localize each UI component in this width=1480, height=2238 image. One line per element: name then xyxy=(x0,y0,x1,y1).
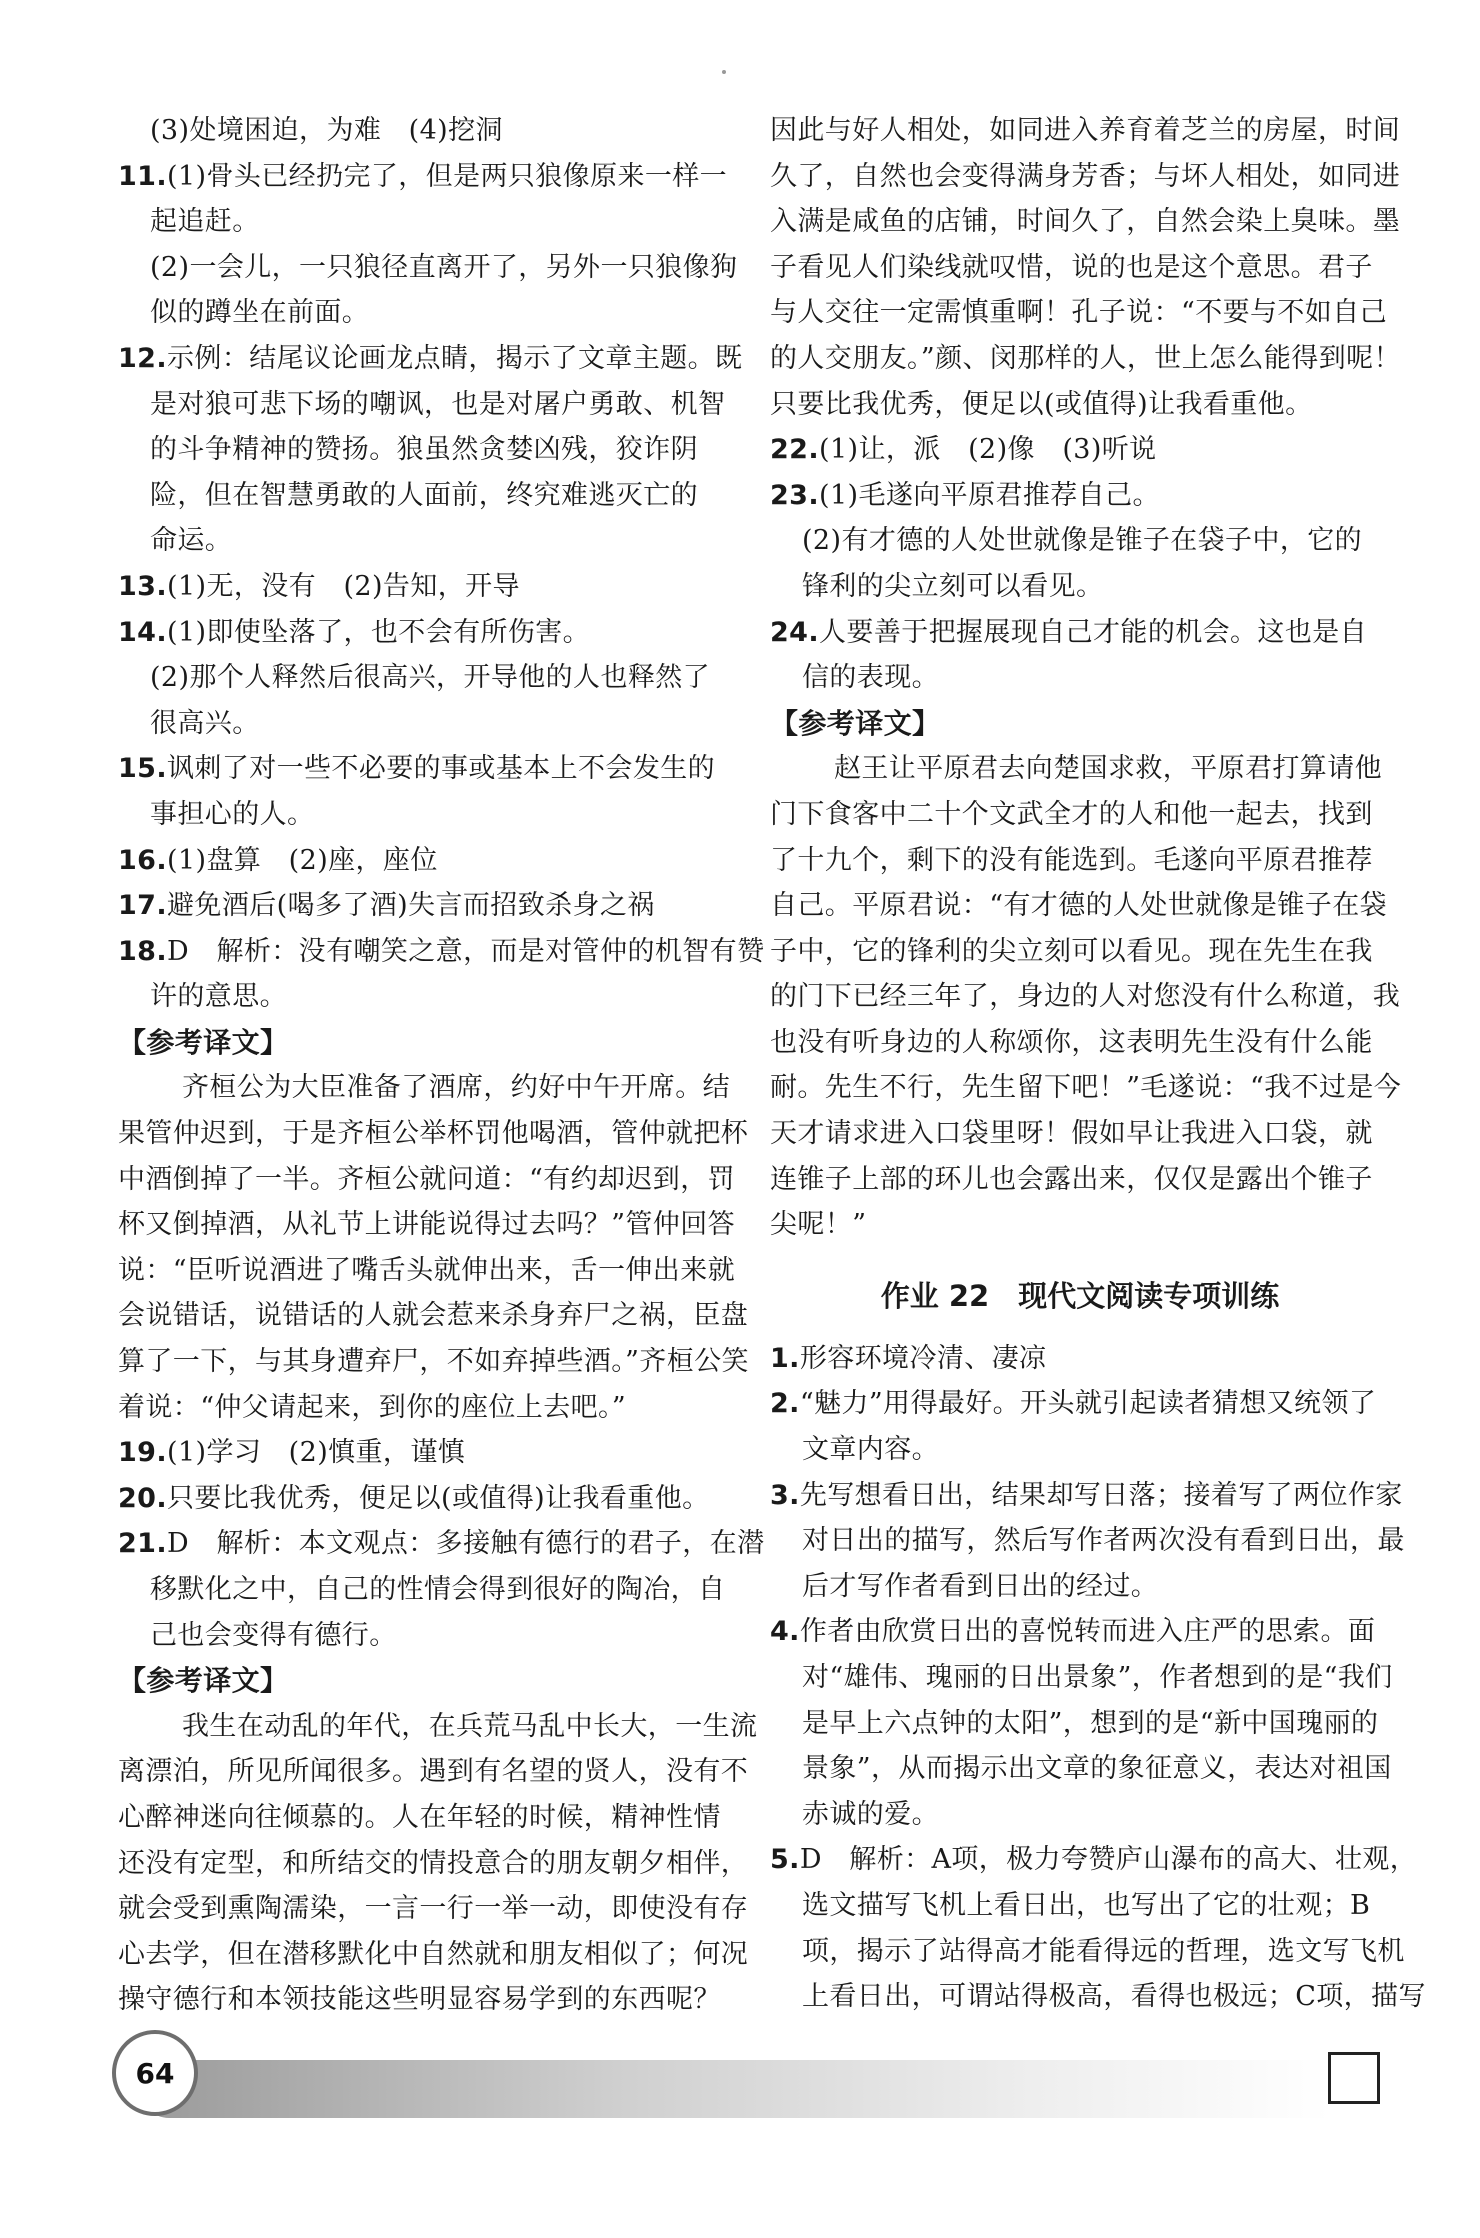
text-line xyxy=(770,883,1390,929)
text-line xyxy=(118,473,738,519)
line-text: 许的意思。 xyxy=(150,981,287,1013)
question-line xyxy=(770,1473,1403,1519)
text-line xyxy=(770,382,1390,428)
line-text: 与人交往一定需慎重啊！孔子说：“不要与不如自己 xyxy=(770,297,1388,329)
question-line xyxy=(770,427,1390,473)
text-line xyxy=(770,1655,1393,1701)
question-number: 17. xyxy=(118,890,168,922)
text-line xyxy=(118,1293,749,1339)
line-text: “魅力”用得最好。开头就引起读者猜想又统领了 xyxy=(799,1388,1377,1420)
line-text: 的人交朋友。”颜、闵那样的人，世上怎么能得到呢！ xyxy=(770,342,1401,374)
text-line xyxy=(770,1157,1390,1203)
text-line xyxy=(770,336,1401,382)
question-line xyxy=(118,1476,738,1522)
question-line xyxy=(770,610,1390,656)
line-text: D 解析：本文观点：多接触有德行的君子，在潜 xyxy=(167,1528,765,1560)
line-text: 果管仲迟到，于是齐桓公举杯罚他喝酒，管仲就把杯 xyxy=(118,1118,749,1150)
question-number: 4. xyxy=(770,1616,800,1648)
line-text: (1)毛遂向平原君推荐自己。 xyxy=(819,479,1160,511)
question-number: 11. xyxy=(118,160,168,192)
text-line xyxy=(118,1886,749,1932)
line-text: 赵王让平原君去向楚国求救，平原君打算请他 xyxy=(834,753,1382,785)
checkbox[interactable] xyxy=(1328,2052,1380,2104)
text-line xyxy=(770,1883,1390,1929)
text-line xyxy=(118,382,738,428)
question-number: 1. xyxy=(770,1342,800,1374)
text-line xyxy=(770,929,1390,975)
translation-heading: 【参考译文】 xyxy=(118,1664,289,1698)
text-line xyxy=(770,838,1390,884)
text-line xyxy=(118,1749,749,1795)
text-line xyxy=(770,974,1401,1020)
text-line xyxy=(770,1929,1405,1975)
text-line xyxy=(118,108,738,154)
line-text: 只要比我优秀，便足以(或值得)让我看重他。 xyxy=(167,1482,710,1514)
line-text: 说：“臣听说酒进了嘴舌头就伸出来，舌一伸出来就 xyxy=(118,1254,736,1286)
line-text: 入满是咸鱼的店铺，时间久了，自然会染上臭味。墨 xyxy=(770,206,1401,238)
line-text: 天才请求进入口袋里呀！假如早让我进入口袋，就 xyxy=(770,1118,1373,1150)
line-text: (1)即使坠落了，也不会有所伤害。 xyxy=(167,616,591,648)
text-line xyxy=(770,792,1390,838)
line-text: 己也会变得有德行。 xyxy=(150,1619,397,1651)
line-text: 只要比我优秀，便足以(或值得)让我看重他。 xyxy=(770,388,1313,420)
line-text: 项，揭示了站得高才能看得远的哲理，选文写飞机 xyxy=(802,1935,1405,1967)
text-line xyxy=(118,974,738,1020)
text-line xyxy=(118,1704,758,1750)
question-line xyxy=(118,929,765,975)
line-text: 对日出的描写，然后写作者两次没有看到日出，最 xyxy=(802,1525,1405,1557)
line-text: 是早上六点钟的太阳”，想到的是“新中国瑰丽的 xyxy=(802,1707,1379,1739)
text-line xyxy=(770,1746,1390,1792)
question-number: 3. xyxy=(770,1479,800,1511)
line-text: 形容环境冷清、凄凉 xyxy=(799,1342,1047,1374)
text-line xyxy=(118,1248,738,1294)
text-line xyxy=(118,1339,749,1385)
line-text: 景象”，从而揭示出文章的象征意义，表达对祖国 xyxy=(802,1753,1392,1785)
line-text: 耐。先生不行，先生留下吧！”毛遂说：“我不过是今 xyxy=(770,1072,1402,1104)
text-line xyxy=(770,518,1390,564)
page-number: 64 xyxy=(112,2030,198,2116)
line-text: (1)学习 (2)慎重，谨慎 xyxy=(167,1437,466,1469)
text-line xyxy=(118,427,738,473)
line-text: 移默化之中，自己的性情会得到很好的陶冶，自 xyxy=(150,1574,726,1605)
question-number: 14. xyxy=(118,616,168,648)
line-text: 先写想看日出，结果却写日落；接着写了两位作家 xyxy=(799,1479,1403,1511)
line-text: 自己。平原君说：“有才德的人处世就像是锥子在袋 xyxy=(770,890,1388,922)
text-line xyxy=(118,290,738,336)
line-text: 避免酒后(喝多了酒)失言而招致杀身之祸 xyxy=(167,890,655,922)
question-line xyxy=(118,746,738,792)
line-text: 算了一下，与其身遭弃尸，不如弃掉些酒。”齐桓公笑 xyxy=(118,1346,749,1378)
line-text: 是对狼可悲下场的嘲讽，也是对屠户勇敢、机智 xyxy=(150,388,726,420)
line-text: 信的表现。 xyxy=(802,662,939,694)
right-column xyxy=(770,108,1426,2020)
line-text: 心去学，但在潜移默化中自然就和朋友相似了；何况 xyxy=(118,1938,749,1970)
line-text: 也没有听身边的人称颂你，这表明先生没有什么能 xyxy=(770,1026,1373,1058)
text-line xyxy=(770,1065,1402,1111)
text-line xyxy=(770,1111,1390,1157)
text-line xyxy=(770,1020,1390,1066)
question-line xyxy=(118,883,738,929)
line-text: 我生在动乱的年代，在兵荒马乱中长大，一生流 xyxy=(182,1710,758,1742)
translation-heading: 【参考译文】 xyxy=(118,1025,289,1059)
line-text: (2)一会儿，一只狼径直离开了，另外一只狼像狗 xyxy=(150,251,738,283)
line-text: 子中，它的锋利的尖立刻可以看见。现在先生在我 xyxy=(770,935,1373,967)
section-title: 作业 22 现代文阅读专项训练 xyxy=(880,1278,1280,1313)
line-text: 文章内容。 xyxy=(802,1434,939,1466)
text-line xyxy=(118,1841,749,1887)
question-number: 23. xyxy=(770,479,820,511)
text-line xyxy=(118,1385,738,1431)
question-line xyxy=(770,1336,1390,1382)
line-text: (1)无，没有 (2)告知，开导 xyxy=(167,570,520,602)
line-text: 很高兴。 xyxy=(150,707,260,739)
text-line xyxy=(118,199,738,245)
text-line xyxy=(770,290,1390,336)
line-text: 杯又倒掉酒，从礼节上讲能说得过去吗？”管仲回答 xyxy=(118,1209,736,1241)
line-text: 选文描写飞机上看日出，也写出了它的壮观；B xyxy=(802,1889,1371,1921)
line-text: D 解析：没有嘲笑之意，而是对管仲的机智有赞 xyxy=(167,935,765,967)
line-text: 连锥子上部的环儿也会露出来，仅仅是露出个锥子 xyxy=(770,1163,1373,1195)
question-line xyxy=(118,336,743,382)
line-text: 操守德行和本领技能这些明显容易学到的东西呢？ xyxy=(118,1984,721,2016)
line-text: 久了，自然也会变得满身芳香；与坏人相处，如同进 xyxy=(770,160,1401,192)
question-line xyxy=(118,564,738,610)
question-number: 22. xyxy=(770,434,820,466)
line-text: 齐桓公为大臣准备了酒席，约好中午开席。结 xyxy=(182,1072,730,1104)
question-number: 13. xyxy=(118,570,168,602)
text-line xyxy=(118,655,738,701)
text-line xyxy=(118,1567,738,1613)
line-text: (1)让，派 (2)像 (3)听说 xyxy=(819,434,1157,466)
text-line xyxy=(770,1792,1390,1838)
text-line xyxy=(118,1795,738,1841)
line-text: 就会受到熏陶濡染，一言一行一举一动，即使没有存 xyxy=(118,1893,749,1925)
line-text: 离漂泊，所见所闻很多。遇到有名望的贤人，没有不 xyxy=(118,1756,749,1788)
question-number: 16. xyxy=(118,844,168,876)
line-text: 人要善于把握展现自己才能的机会。这也是自 xyxy=(819,616,1368,648)
translation-heading: 【参考译文】 xyxy=(770,706,941,740)
text-line xyxy=(770,154,1401,200)
line-text: 险，但在智慧勇敢的人面前，终究难逃灭亡的 xyxy=(150,479,698,511)
line-text: 的门下已经三年了，身边的人对您没有什么称道，我 xyxy=(770,981,1401,1013)
text-line xyxy=(770,1701,1390,1747)
line-text: (1)盘算 (2)座，座位 xyxy=(167,844,438,876)
line-text: 着说：“仲父请起来，到你的座位上去吧。” xyxy=(118,1391,627,1423)
text-line xyxy=(118,1111,749,1157)
text-line xyxy=(770,1518,1405,1564)
line-text: 了十九个，剩下的没有能选到。毛遂向平原君推荐 xyxy=(770,844,1373,876)
text-line xyxy=(118,1202,738,1248)
line-text: (2)那个人释然后很高兴，开导他的人也释然了 xyxy=(150,662,711,694)
line-text: 还没有定型，和所结交的情投意合的朋友朝夕相伴， xyxy=(118,1847,749,1879)
line-text: 后才写作者看到日出的经过。 xyxy=(802,1570,1159,1602)
text-line xyxy=(118,1613,738,1659)
line-text: (2)有才德的人处世就像是锥子在袋子中，它的 xyxy=(802,525,1363,557)
question-line xyxy=(118,838,738,884)
question-number: 19. xyxy=(118,1437,168,1469)
question-line xyxy=(118,610,738,656)
line-text: 因此与好人相处，如同进入养育着芝兰的房屋，时间 xyxy=(770,115,1401,146)
question-line xyxy=(770,473,1390,519)
line-text: (1)骨头已经扔完了，但是两只狼像原来一样一 xyxy=(167,160,728,192)
line-text: 门下食客中二十个文武全才的人和他一起去，找到 xyxy=(770,798,1373,830)
text-line xyxy=(770,655,1390,701)
text-line xyxy=(770,245,1390,291)
text-line xyxy=(770,1974,1426,2020)
line-text: 的斗争精神的赞扬。狼虽然贪婪凶残，狡诈阴 xyxy=(150,434,698,466)
line-text: 上看日出，可谓站得极高，看得也极远；C项，描写 xyxy=(802,1981,1426,2013)
line-text: 赤诚的爱。 xyxy=(802,1798,939,1830)
question-line xyxy=(770,1381,1390,1427)
line-text: 讽刺了对一些不必要的事或基本上不会发生的 xyxy=(167,753,716,785)
question-number: 24. xyxy=(770,616,820,648)
question-line xyxy=(118,1521,765,1567)
line-text: 尖呢！” xyxy=(770,1209,867,1241)
question-number: 2. xyxy=(770,1388,800,1420)
text-line xyxy=(770,1564,1390,1610)
line-text: 示例：结尾议论画龙点睛，揭示了文章主题。既 xyxy=(167,342,743,374)
text-line xyxy=(118,1065,738,1111)
text-line xyxy=(770,108,1401,154)
line-text: 起追赶。 xyxy=(150,206,260,238)
question-line xyxy=(770,1837,1418,1883)
text-line xyxy=(118,518,738,564)
text-line xyxy=(770,564,1390,610)
line-text: 会说错话，说错话的人就会惹来杀身弃尸之祸，臣盘 xyxy=(118,1300,749,1332)
question-number: 12. xyxy=(118,342,168,374)
line-text: 心醉神迷向往倾慕的。人在年轻的时候，精神性情 xyxy=(118,1801,721,1833)
line-text: D 解析：A项，极力夸赞庐山瀑布的高大、壮观， xyxy=(799,1844,1418,1876)
binding-mark xyxy=(722,70,726,74)
question-number: 21. xyxy=(118,1528,168,1560)
text-line xyxy=(118,1157,738,1203)
line-text: (3)处境困迫，为难 (4)挖洞 xyxy=(150,115,503,146)
line-text: 对“雄伟、瑰丽的日出景象”，作者想到的是“我们 xyxy=(802,1662,1393,1693)
line-text: 似的蹲坐在前面。 xyxy=(150,297,370,329)
question-line xyxy=(770,1609,1390,1655)
text-line xyxy=(770,1202,1390,1248)
left-column xyxy=(118,108,765,2023)
line-text: 子看见人们染线就叹惜，说的也是这个意思。君子 xyxy=(770,251,1373,283)
text-line xyxy=(118,792,738,838)
question-line xyxy=(118,1430,738,1476)
footer-band xyxy=(140,2060,1330,2118)
line-text: 命运。 xyxy=(150,525,233,557)
question-number: 15. xyxy=(118,753,168,785)
line-text: 作者由欣赏日出的喜悦转而进入庄严的思索。面 xyxy=(799,1616,1376,1648)
text-line xyxy=(118,245,738,291)
text-line xyxy=(118,1932,749,1978)
line-text: 锋利的尖立刻可以看见。 xyxy=(802,570,1104,602)
text-line xyxy=(770,1427,1390,1473)
text-line xyxy=(118,701,738,747)
text-line xyxy=(118,1977,738,2023)
question-number: 18. xyxy=(118,935,168,967)
line-text: 事担心的人。 xyxy=(150,798,315,830)
text-line xyxy=(770,746,1390,792)
question-line xyxy=(118,154,738,200)
question-number: 5. xyxy=(770,1844,800,1876)
question-number: 20. xyxy=(118,1482,168,1514)
line-text: 中酒倒掉了一半。齐桓公就问道：“有约却迟到，罚 xyxy=(118,1163,736,1195)
text-line xyxy=(770,199,1401,245)
